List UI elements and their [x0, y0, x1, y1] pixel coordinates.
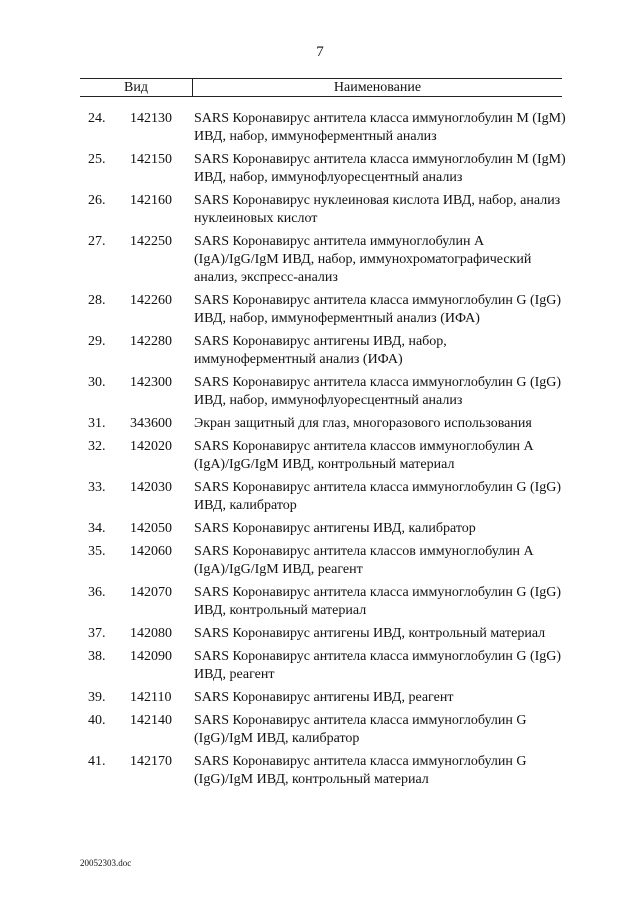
row-code: 142130 — [130, 111, 172, 126]
row-name: SARS Коронавирус антитела класса иммуноглобулин G (IgG) ИВД, набор, иммуноферментный анализ (ИФА) — [194, 293, 562, 326]
row-name: SARS Коронавирус нуклеиновая кислота ИВД, набор, анализ нуклеиновых кислот — [194, 193, 561, 226]
row-name: SARS Коронавирус антитела класса иммуноглобулин M (IgM) ИВД, набор, иммунофлуоресцентный анализ — [194, 152, 566, 185]
row-number: 38. — [88, 649, 106, 664]
table-header — [80, 78, 562, 97]
row-number: 27. — [88, 234, 106, 249]
row-code: 142090 — [130, 649, 172, 664]
table-row — [0, 520, 640, 538]
table-row — [0, 415, 640, 433]
row-number: 40. — [88, 713, 106, 728]
row-code: 142060 — [130, 544, 172, 559]
header-col-vid: Вид — [124, 80, 148, 95]
row-name: SARS Коронавирус антитела иммуноглобулин A (IgA)/IgG/IgM ИВД, набор, иммунохроматографический анализ, экспресс-анализ — [194, 234, 532, 285]
row-name: SARS Коронавирус антитела классов иммуноглобулин A (IgA)/IgG/IgM ИВД, реагент — [194, 544, 533, 577]
row-number: 37. — [88, 626, 106, 641]
row-name: SARS Коронавирус антитела класса иммуноглобулин G (IgG) ИВД, калибратор — [194, 480, 562, 513]
table-row — [0, 753, 640, 789]
row-number: 30. — [88, 375, 106, 390]
row-code: 142050 — [130, 521, 172, 536]
page-number: 7 — [316, 44, 324, 60]
table-row — [0, 110, 640, 146]
row-code: 142020 — [130, 439, 172, 454]
footer-doc-name: 20052303.doc — [80, 858, 132, 868]
row-number: 31. — [88, 416, 106, 431]
row-number: 25. — [88, 152, 106, 167]
row-number: 29. — [88, 334, 106, 349]
row-number: 36. — [88, 585, 106, 600]
row-code: 142260 — [130, 293, 172, 308]
row-number: 26. — [88, 193, 106, 208]
table-row — [0, 689, 640, 707]
table-row — [0, 584, 640, 620]
row-code: 142300 — [130, 375, 172, 390]
row-name: SARS Коронавирус антигены ИВД, контрольный материал — [194, 626, 546, 641]
row-name: SARS Коронавирус антитела класса иммуноглобулин G (IgG) ИВД, набор, иммунофлуоресцентный анализ — [194, 375, 562, 408]
row-number: 28. — [88, 293, 106, 308]
row-code: 142250 — [130, 234, 172, 249]
row-name: SARS Коронавирус антитела класса иммуноглобулин G (IgG)/IgM ИВД, калибратор — [194, 713, 527, 746]
row-number: 32. — [88, 439, 106, 454]
table-row — [0, 438, 640, 474]
table-row — [0, 333, 640, 369]
table-body — [0, 110, 640, 794]
row-code: 142140 — [130, 713, 172, 728]
table-row — [0, 648, 640, 684]
table-row — [0, 192, 640, 228]
row-name: Экран защитный для глаз, многоразового использования — [194, 416, 532, 431]
row-name: SARS Коронавирус антитела класса иммуноглобулин M (IgM) ИВД, набор, иммуноферментный анализ — [194, 111, 566, 144]
row-name: SARS Коронавирус антигены ИВД, реагент — [194, 690, 454, 705]
row-code: 142080 — [130, 626, 172, 641]
table-row — [0, 712, 640, 748]
row-code: 142150 — [130, 152, 172, 167]
row-code: 142070 — [130, 585, 172, 600]
row-number: 24. — [88, 111, 106, 126]
row-number: 33. — [88, 480, 106, 495]
row-name: SARS Коронавирус антигены ИВД, калибратор — [194, 521, 476, 536]
table-row — [0, 374, 640, 410]
row-name: SARS Коронавирус антитела класса иммуноглобулин G (IgG) ИВД, реагент — [194, 649, 562, 682]
row-code: 142110 — [130, 690, 172, 705]
table-row — [0, 151, 640, 187]
row-code: 343600 — [130, 416, 172, 431]
row-code: 142170 — [130, 754, 172, 769]
table-row — [0, 479, 640, 515]
row-name: SARS Коронавирус антитела класса иммуноглобулин G (IgG) ИВД, контрольный материал — [194, 585, 562, 618]
row-name: SARS Коронавирус антитела классов иммуноглобулин A (IgA)/IgG/IgM ИВД, контрольный материал — [194, 439, 533, 472]
row-number: 34. — [88, 521, 106, 536]
row-code: 142030 — [130, 480, 172, 495]
row-name: SARS Коронавирус антитела класса иммуноглобулин G (IgG)/IgM ИВД, контрольный материал — [194, 754, 527, 787]
row-number: 41. — [88, 754, 106, 769]
table-row — [0, 292, 640, 328]
table-row — [0, 233, 640, 287]
row-name: SARS Коронавирус антигены ИВД, набор, иммуноферментный анализ (ИФА) — [194, 334, 447, 367]
table-row — [0, 625, 640, 643]
row-number: 35. — [88, 544, 106, 559]
header-col-name: Наименование — [333, 80, 422, 95]
row-number: 39. — [88, 690, 106, 705]
row-code: 142280 — [130, 334, 172, 349]
table-row — [0, 543, 640, 579]
row-code: 142160 — [130, 193, 172, 208]
